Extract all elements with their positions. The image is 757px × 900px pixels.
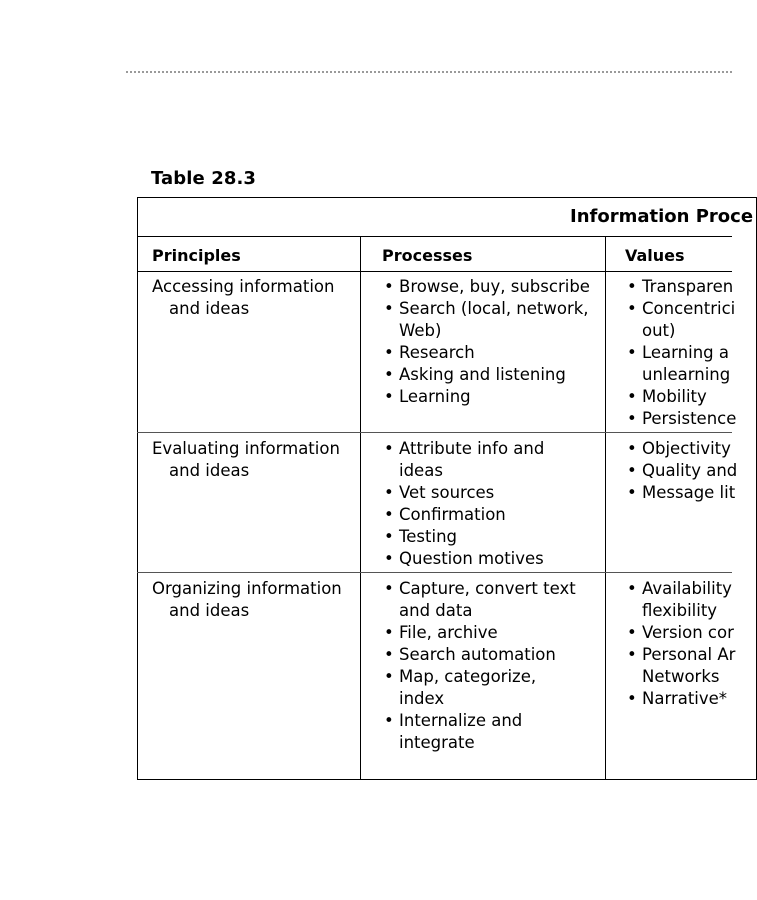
- list-item: [625, 644, 735, 688]
- list-item: [625, 408, 736, 430]
- list-item-text: • Mobility: [642, 387, 707, 406]
- list-item-text: • Message lit: [642, 483, 736, 502]
- list-item-text: Web): [399, 321, 442, 340]
- list-item-text: index: [399, 689, 445, 708]
- list-item-text: • Browse, buy, subscribe: [399, 277, 590, 296]
- header-values: Values: [625, 246, 685, 265]
- processes-cell: [382, 578, 576, 754]
- list-item-text: out): [642, 321, 676, 340]
- values-cell: [625, 276, 736, 430]
- list-item-text: • Concentrici: [642, 299, 736, 318]
- list-item: [382, 364, 590, 386]
- list-item-text: • Vet sources: [399, 483, 495, 502]
- table-label: Table 28.3: [151, 168, 257, 189]
- principle-cell: [152, 438, 340, 482]
- values-cell: [625, 578, 735, 710]
- list-item-text: • Persistence: [642, 409, 737, 428]
- list-item-text: • Asking and listening: [399, 365, 566, 384]
- list-item: [625, 482, 737, 504]
- list-item: [625, 460, 737, 482]
- list-item-text: • Research: [399, 343, 475, 362]
- list-item: [625, 688, 735, 710]
- list-item-text: • Attribute info and: [399, 439, 545, 458]
- list-item-text: ideas: [399, 461, 443, 480]
- list-item: [382, 644, 576, 666]
- list-item: [625, 386, 736, 408]
- list-item: [625, 276, 736, 298]
- row-divider-1: [137, 432, 732, 433]
- list-item-text: • Question motives: [399, 549, 544, 568]
- list-item-text: flexibility: [642, 601, 718, 620]
- processes-cell: [382, 276, 590, 408]
- processes-cell: [382, 438, 544, 570]
- list-item-text: • Availability: [642, 579, 732, 598]
- list-item-text: • Learning: [399, 387, 471, 406]
- header-rule: [126, 71, 732, 73]
- list-item: [382, 710, 576, 754]
- list-item-text: • Testing: [399, 527, 458, 546]
- principle-cell: [152, 276, 334, 320]
- list-item: [382, 666, 576, 710]
- list-item-text: • Confirmation: [399, 505, 506, 524]
- principle-line: and ideas: [169, 299, 250, 318]
- list-item: [382, 342, 590, 364]
- list-item-text: unlearning: [642, 365, 731, 384]
- column-divider-1: [360, 237, 361, 780]
- header-divider: [137, 271, 732, 272]
- list-item: [382, 298, 590, 342]
- list-item-text: • Quality and: [642, 461, 738, 480]
- list-item: [382, 386, 590, 408]
- header-principles: Principles: [152, 246, 241, 265]
- list-item: [625, 438, 737, 460]
- column-divider-2: [605, 237, 606, 780]
- list-item-text: • Objectivity: [642, 439, 731, 458]
- list-item-text: • Search (local, network,: [399, 299, 589, 318]
- list-item: [382, 482, 544, 504]
- principle-line: and ideas: [169, 601, 250, 620]
- header-processes: Processes: [382, 246, 473, 265]
- list-item-text: Networks: [642, 667, 720, 686]
- row-divider-2: [137, 572, 732, 573]
- values-cell: [625, 438, 737, 504]
- principle-cell: [152, 578, 342, 622]
- list-item: [382, 526, 544, 548]
- list-item: [382, 504, 544, 526]
- list-item-text: • Personal Ar: [642, 645, 736, 664]
- list-item: [625, 298, 736, 342]
- principle-line: Organizing information: [152, 579, 342, 598]
- list-item-text: • File, archive: [399, 623, 498, 642]
- list-item-text: • Transparen: [642, 277, 734, 296]
- principle-line: Accessing information: [152, 277, 335, 296]
- list-item: [625, 622, 735, 644]
- list-item-text: and data: [399, 601, 473, 620]
- list-item-text: • Internalize and: [399, 711, 523, 730]
- list-item: [382, 548, 544, 570]
- list-item: [382, 622, 576, 644]
- list-item: [382, 438, 544, 482]
- table-title-row: [137, 197, 754, 237]
- principle-line: Evaluating information: [152, 439, 340, 458]
- list-item-text: • Learning a: [642, 343, 729, 362]
- list-item-text: • Map, categorize,: [399, 667, 537, 686]
- table-title: Information Proce: [570, 206, 754, 227]
- list-item-text: • Narrative*: [642, 689, 728, 708]
- list-item: [625, 578, 735, 622]
- list-item: [382, 276, 590, 298]
- principle-line: and ideas: [169, 461, 250, 480]
- list-item-text: • Version cor: [642, 623, 734, 642]
- list-item: [625, 342, 736, 386]
- list-item-text: • Search automation: [399, 645, 556, 664]
- list-item: [382, 578, 576, 622]
- list-item-text: • Capture, convert text: [399, 579, 576, 598]
- list-item-text: integrate: [399, 733, 475, 752]
